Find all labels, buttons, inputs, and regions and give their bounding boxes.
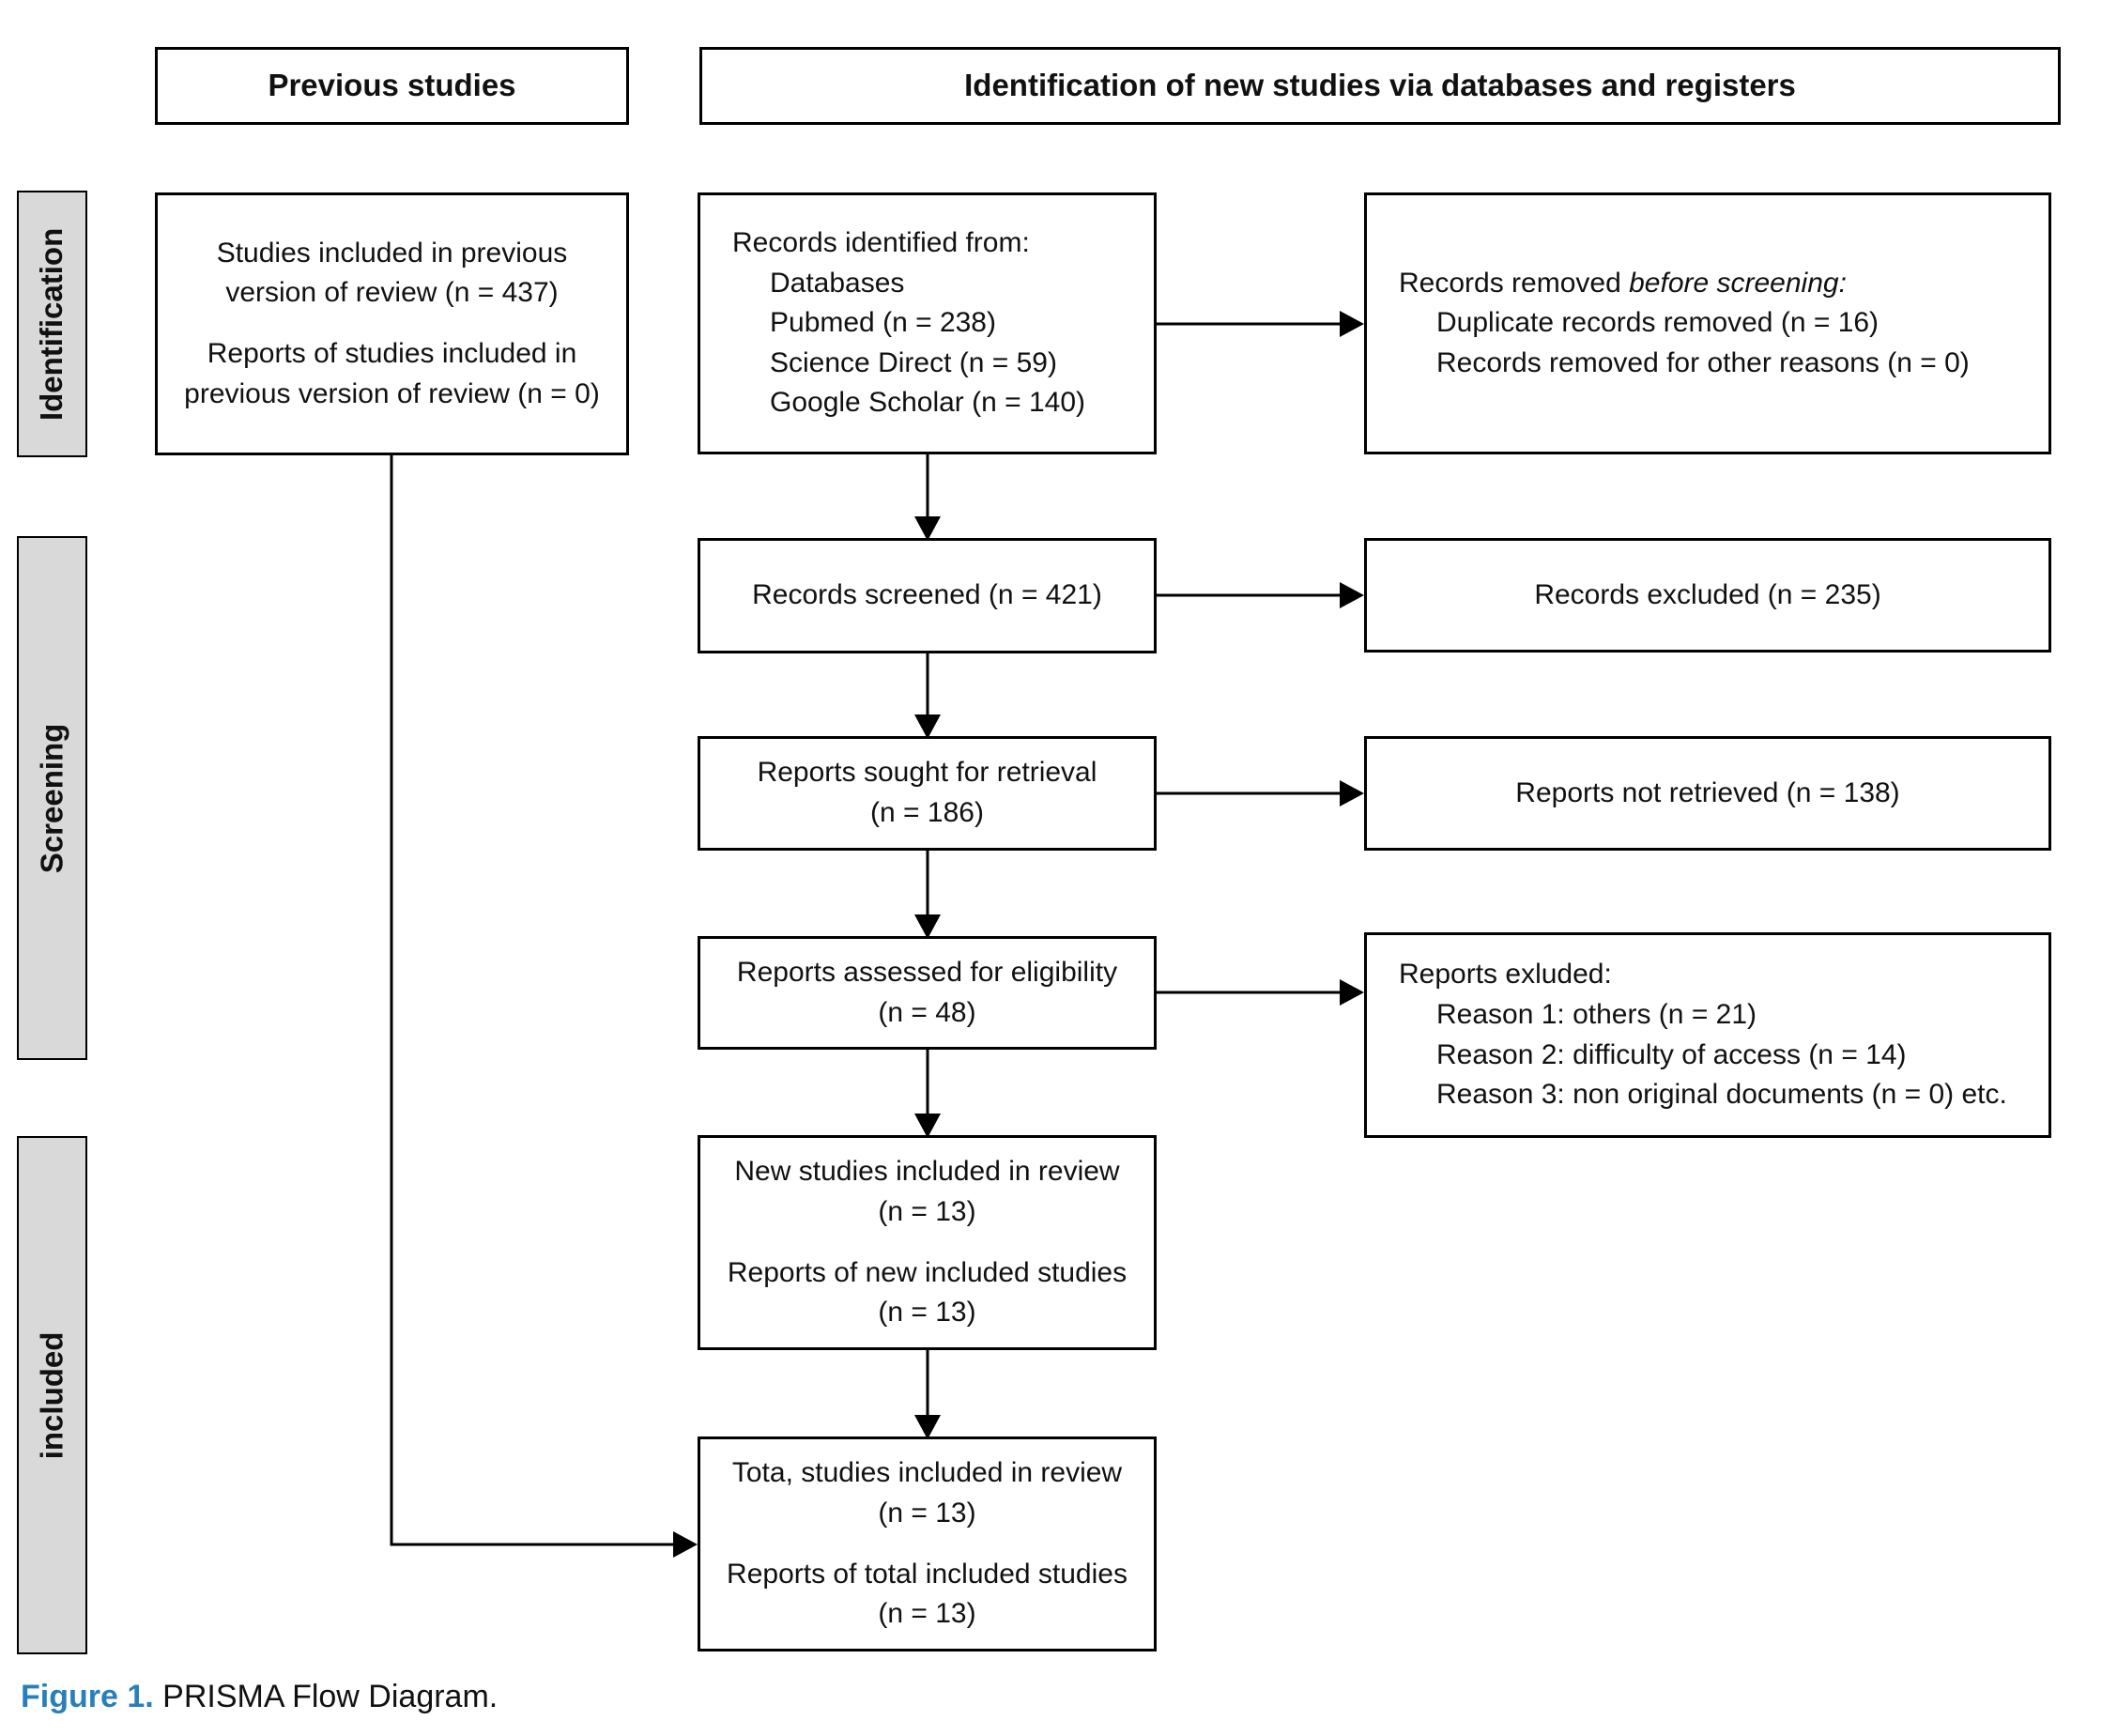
box-total-studies-included [698, 1436, 1157, 1652]
records-excluded-label: Records excluded (n = 235) [1534, 578, 1881, 610]
records-identified-item: Science Direct (n = 59) [770, 346, 1057, 378]
records-screened-label: Records screened (n = 421) [752, 579, 1102, 611]
arrow-identified-to-screened [914, 454, 941, 541]
arrow-new-studies-to-total [914, 1350, 941, 1439]
arrow-sought-to-assessed [914, 851, 941, 939]
arrow-identified-to-removed [1157, 311, 1364, 337]
new-studies-para2-line1: Reports of new included studies [727, 1256, 1128, 1288]
arrow-previous-to-total [391, 455, 698, 1558]
new-studies-para1-line2: (n = 13) [878, 1195, 976, 1227]
stage-screening-label: Screening [34, 723, 69, 873]
box-previous-review [155, 192, 629, 455]
figure-caption-label: Figure 1. [21, 1679, 154, 1714]
records-identified-item: Pubmed (n = 238) [770, 307, 996, 339]
stage-identification [17, 191, 87, 457]
box-reports-sought [698, 736, 1157, 851]
box-records-identified [698, 192, 1157, 454]
box-records-screened [698, 538, 1157, 653]
stage-included-label: included [34, 1331, 69, 1459]
previous-review-para2: Reports of studies included in previous version of review (n = 0) [184, 338, 600, 409]
records-removed-title [1399, 264, 2039, 304]
records-removed-title-italic: before screening: [1629, 267, 1847, 299]
stage-identification-label: Identification [34, 227, 69, 421]
arrow-assessed-to-new-studies [914, 1050, 941, 1138]
arrow-screened-to-excluded [1157, 582, 1364, 608]
figure-caption [21, 1679, 498, 1715]
stage-included [17, 1136, 87, 1654]
new-studies-para2-line2: (n = 13) [878, 1297, 976, 1329]
arrow-screened-to-sought [914, 653, 941, 739]
header-new-studies [699, 47, 2061, 125]
reports-assessed-line1: Reports assessed for eligibility [736, 956, 1118, 988]
header-previous-studies [155, 47, 629, 125]
box-reports-excluded [1364, 932, 2051, 1138]
total-studies-para2-line1: Reports of total included studies [727, 1558, 1128, 1590]
box-records-removed [1364, 192, 2051, 454]
reports-not-retrieved-label: Reports not retrieved (n = 138) [1515, 776, 1900, 808]
figure-caption-text: PRISMA Flow Diagram. [153, 1679, 499, 1714]
arrow-sought-to-not-retrieved [1157, 780, 1364, 807]
previous-review-para1: Studies included in previous version of review (n = 437) [216, 237, 568, 309]
total-studies-para1-line2: (n = 13) [878, 1497, 976, 1529]
reports-excluded-item: Reason 1: others (n = 21) [1436, 998, 1757, 1030]
stage-screening [17, 536, 87, 1060]
reports-assessed-line2: (n = 48) [878, 996, 976, 1028]
records-identified-item: Databases [770, 267, 905, 299]
total-studies-para2-line2: (n = 13) [878, 1598, 976, 1630]
records-identified-item: Google Scholar (n = 140) [770, 387, 1086, 419]
reports-excluded-title: Reports exluded: [1399, 959, 1612, 991]
records-removed-item: Records removed for other reasons (n = 0) [1436, 346, 1970, 378]
header-new-studies-label: Identification of new studies via databases and registers [964, 68, 1796, 103]
records-identified-title: Records identified from: [732, 227, 1030, 259]
reports-excluded-item: Reason 3: non original documents (n = 0) etc. [1436, 1079, 2007, 1111]
records-removed-title-regular: Records removed [1399, 267, 1630, 299]
records-removed-item: Duplicate records removed (n = 16) [1436, 307, 1880, 339]
new-studies-para1-line1: New studies included in review [734, 1156, 1120, 1188]
reports-sought-line2: (n = 186) [870, 797, 984, 828]
arrow-assessed-to-reports-excluded [1157, 979, 1364, 1006]
box-reports-assessed [698, 936, 1157, 1050]
total-studies-para1-line1: Tota, studies included in review [731, 1457, 1123, 1489]
reports-excluded-item: Reason 2: difficulty of access (n = 14) [1436, 1038, 1907, 1070]
box-records-excluded [1364, 538, 2051, 653]
header-previous-studies-label: Previous studies [268, 68, 516, 103]
box-reports-not-retrieved [1364, 736, 2051, 851]
reports-sought-line1: Reports sought for retrieval [757, 757, 1097, 789]
box-new-studies-included [698, 1135, 1157, 1350]
